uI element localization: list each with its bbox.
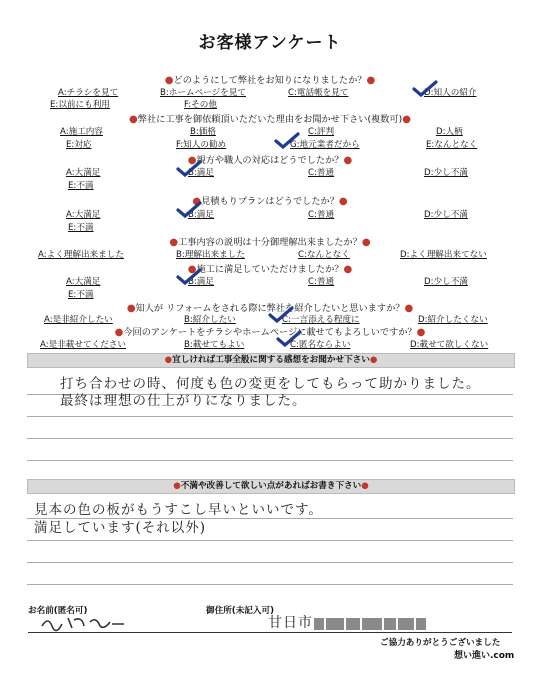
check-mark-icon [276,330,302,348]
q1-option-a[interactable]: A:チラシを見て [58,88,119,98]
q3-option-c[interactable]: C:普通 [308,168,335,178]
writing-line [27,584,513,585]
q1-option-c[interactable]: C:電話帳を見て [288,88,349,98]
writing-line [27,416,513,417]
q6-option-a[interactable]: A:大満足 [66,277,101,287]
question-8: ●今回のアンケートをチラシやホームページに載せてもよろしいですか？● [114,327,426,338]
question-3: ●親方や職人の対応はどうでしたか？● [187,155,353,166]
check-mark-icon [274,132,300,150]
check-mark-icon [268,306,294,324]
page-title: お客様アンケート [198,33,342,53]
q4-option-a[interactable]: A:大満足 [66,210,101,220]
question-5: ●工事内容の説明は十分御理解出来ましたか？● [169,237,371,248]
q8-option-c[interactable]: C:匿名ならよい [290,340,351,350]
q8-option-d[interactable]: D:載せて欲しくない [410,340,489,350]
q8-option-b[interactable]: B:載せてもよい [184,340,245,350]
question-7: ●知人が リフォームをされる際に弊社を紹介したいと思いますか？● [126,303,414,314]
q5-option-b[interactable]: B:理解出来ました [176,250,245,260]
name-label: お名前(匿名可) [28,606,88,616]
q2-option-e[interactable]: E:対応 [66,140,92,150]
q3-option-e[interactable]: E:不満 [68,181,94,191]
q7-option-a[interactable]: A:是非紹介したい [44,315,113,325]
q2-option-c[interactable]: C:評判 [308,127,335,137]
impressions-heading: ●宜しければ工事全般に関する感想をお聞かせ下さい● [27,353,515,368]
complaints-line-1: 見本の色の板がもうすこし早いといいです。 [34,502,323,518]
complaints-heading: ●不満や改善して欲しい点があればお書き下さい● [27,479,515,494]
check-mark-icon [176,201,202,219]
redacted-address-image [314,615,428,631]
q1-option-d[interactable]: D:知人の紹介 [424,88,477,98]
q4-option-e[interactable]: E:不満 [68,223,94,233]
q4-option-b[interactable]: B:満足 [188,210,214,220]
q7-option-b[interactable]: B:紹介したい [184,315,236,325]
question-6: ●施工に満足していただけましたか？● [187,264,353,275]
q3-option-a[interactable]: A:大満足 [66,168,101,178]
q2-option-a[interactable]: A:施工内容 [60,127,103,137]
name-underline [28,632,206,633]
check-mark-icon [176,160,202,178]
q2-option-h[interactable]: E:なんとなく [426,140,478,150]
q7-option-d[interactable]: D:紹介したくない [418,315,488,325]
q1-option-e[interactable]: E:以前にも利用 [50,100,110,110]
question-1: ●どのようにして弊社をお知りになりましたか？● [164,75,376,86]
address-value: 甘日市 [268,615,313,631]
q2-option-b[interactable]: B:価格 [190,127,216,137]
writing-line [27,438,513,439]
writing-line [27,460,513,461]
question-4: ●見積もりプランはどうでしたか？● [192,196,348,207]
q5-option-a[interactable]: A:よく理解出来ました [38,250,124,260]
question-2: ●弊社に工事を御依頼頂いただいた理由をお聞かせ下さい(複数可)● [129,114,411,125]
q6-option-c[interactable]: C:普通 [308,277,335,287]
thanks-text: ご協力ありがとうございました [380,638,501,648]
writing-line [27,540,513,541]
q6-option-d[interactable]: D:少し不満 [424,277,468,287]
q2-option-f[interactable]: F:知人の勧め [176,140,227,150]
q6-option-b[interactable]: B:満足 [188,277,214,287]
impressions-line-1: 打ち合わせの時、何度も色の変更をしてもらって助かりました。 [60,376,481,392]
q8-option-a[interactable]: A:是非載せてください [40,340,126,350]
q3-option-b[interactable]: B:満足 [188,168,214,178]
q7-option-c[interactable]: C:一言添える程度に [282,315,360,325]
brand-text: 想い進い.com [454,651,515,661]
q1-option-b[interactable]: B:ホームページを見て [160,88,246,98]
address-label: 御住所(未記入可) [206,606,275,616]
q3-option-d[interactable]: D:少し不満 [424,168,468,178]
q6-option-e[interactable]: E:不満 [68,290,94,300]
q5-option-c[interactable]: C:なんとなく [298,250,350,260]
q4-option-c[interactable]: C:普通 [308,210,335,220]
q2-option-g[interactable]: G:地元業者だから [290,140,360,150]
signature-image [38,614,128,632]
q2-option-d[interactable]: D:人柄 [436,127,463,137]
writing-line [27,562,513,563]
check-mark-icon [176,268,202,286]
impressions-line-2: 最終は理想の仕上がりになりました。 [60,393,307,409]
q4-option-d[interactable]: D:少し不満 [424,210,468,220]
check-mark-icon [412,80,438,98]
complaints-line-2: 満足しています(それ以外) [34,520,207,536]
address-underline [206,632,512,633]
q5-option-d[interactable]: D:よく理解出来てない [400,250,487,260]
q1-option-f[interactable]: F:その他 [184,100,217,110]
